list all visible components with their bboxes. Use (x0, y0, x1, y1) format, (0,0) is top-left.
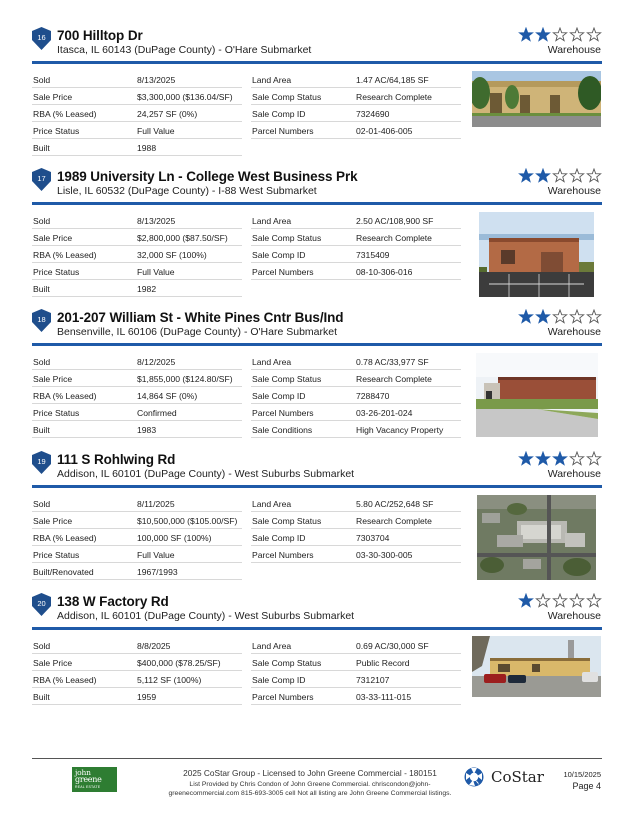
detail-label: Built (33, 284, 50, 294)
detail-value: 1982 (137, 284, 157, 294)
detail-row (32, 529, 242, 546)
detail-label: Parcel Numbers (252, 126, 314, 136)
detail-value: 7312107 (356, 675, 390, 685)
star-filled-icon (536, 452, 549, 465)
detail-label: Sold (33, 641, 51, 651)
detail-label: Sale Price (33, 92, 73, 102)
listing-17 (0, 168, 634, 303)
detail-value: 0.69 AC/30,000 SF (356, 641, 429, 651)
detail-value: 8/11/2025 (137, 499, 175, 509)
star-filled-icon (519, 28, 532, 41)
detail-label: Sale Comp Status (252, 516, 322, 526)
detail-label: Sale Comp Status (252, 658, 322, 668)
detail-row (251, 512, 461, 529)
star-filled-icon (553, 452, 566, 465)
property-location: Bensenville, IL 60106 (DuPage County) - O'Hare Submarket (57, 326, 338, 338)
detail-row (251, 654, 461, 671)
detail-row (251, 122, 461, 139)
detail-row (32, 370, 242, 387)
detail-row (251, 353, 461, 370)
listing-number: 20 (37, 599, 46, 608)
detail-value: Full Value (137, 550, 175, 560)
detail-row (32, 212, 242, 229)
star-empty-icon (587, 594, 600, 607)
detail-value: 03-26-201-024 (356, 408, 413, 418)
detail-value: Research Complete (356, 233, 432, 243)
detail-value: 02-01-406-005 (356, 126, 413, 136)
detail-value: 5.80 AC/252,648 SF (356, 499, 434, 509)
detail-label: Sale Comp ID (252, 675, 306, 685)
detail-row (32, 139, 242, 156)
detail-label: Sale Comp ID (252, 391, 306, 401)
detail-row (32, 688, 242, 705)
detail-row (251, 546, 461, 563)
detail-row (32, 71, 242, 88)
logo-line-john: john (75, 768, 91, 777)
detail-value: 7315409 (356, 250, 390, 260)
detail-row (251, 404, 461, 421)
detail-row (251, 229, 461, 246)
detail-label: Built (33, 692, 50, 702)
listing-number-badge (32, 593, 51, 616)
detail-label: Sale Comp Status (252, 374, 322, 384)
john-greene-logo (72, 767, 117, 792)
property-location: Itasca, IL 60143 (DuPage County) - O'Hare Submarket (57, 44, 312, 56)
star-filled-icon (519, 169, 532, 182)
logo-line-greene: greene (75, 775, 102, 784)
detail-row (251, 421, 461, 438)
section-divider (32, 485, 602, 488)
detail-value: 8/13/2025 (137, 216, 176, 226)
costar-wordmark: CoStar (491, 768, 544, 786)
detail-row (32, 654, 242, 671)
logo-line-real-estate: REAL ESTATE (75, 785, 101, 789)
detail-row (32, 105, 242, 122)
star-empty-icon (570, 169, 583, 182)
detail-row (32, 280, 242, 297)
detail-value: 32,000 SF (100%) (137, 250, 207, 260)
detail-label: Parcel Numbers (252, 408, 314, 418)
detail-row (32, 671, 242, 688)
star-filled-icon (519, 452, 532, 465)
property-location: Addison, IL 60101 (DuPage County) - West Suburbs Submarket (57, 468, 355, 480)
detail-label: Sale Price (33, 233, 73, 243)
footer-note: List Provided by Chris Condon of John Greene Commercial. chriscondon@john-greenecommercial.com 815-693-3005 cell Not all listing are John Greene Commercial listings. (168, 781, 452, 797)
star-filled-icon (536, 169, 549, 182)
page-footer (0, 758, 634, 820)
detail-label: RBA (% Leased) (33, 109, 97, 119)
listing-number-badge (32, 451, 51, 474)
property-photo (472, 636, 601, 697)
detail-label: Parcel Numbers (252, 550, 314, 560)
property-type: Warehouse (547, 468, 601, 480)
detail-value: 24,257 SF (0%) (137, 109, 198, 119)
property-location: Addison, IL 60101 (DuPage County) - West Suburbs Submarket (57, 610, 355, 622)
detail-value: 5,112 SF (100%) (137, 675, 202, 685)
detail-value: High Vacancy Property (356, 425, 444, 435)
detail-row (251, 387, 461, 404)
star-rating (518, 451, 602, 467)
star-rating (518, 309, 602, 325)
detail-value: $10,500,000 ($105.00/SF) (137, 516, 238, 526)
listing-20 (0, 593, 634, 728)
detail-value: 2.50 AC/108,900 SF (356, 216, 434, 226)
detail-label: Sale Price (33, 516, 73, 526)
detail-row (32, 122, 242, 139)
detail-label: Parcel Numbers (252, 267, 314, 277)
listing-number-badge (32, 168, 51, 191)
property-type: Warehouse (547, 610, 601, 622)
star-empty-icon (570, 594, 583, 607)
detail-label: Land Area (252, 641, 292, 651)
detail-row (251, 529, 461, 546)
detail-value: 1967/1993 (137, 567, 178, 577)
detail-label: Sold (33, 216, 51, 226)
star-filled-icon (536, 28, 549, 41)
listing-number: 18 (37, 315, 46, 324)
detail-value: Full Value (137, 267, 175, 277)
detail-row (251, 88, 461, 105)
page-number: Page 4 (572, 781, 601, 791)
property-type: Warehouse (547, 185, 601, 197)
detail-row (32, 637, 242, 654)
detail-value: Research Complete (356, 516, 432, 526)
property-title: 111 S Rohlwing Rd (57, 452, 176, 467)
section-divider (32, 343, 602, 346)
detail-value: Public Record (356, 658, 410, 668)
detail-label: RBA (% Leased) (33, 675, 97, 685)
detail-value: $2,800,000 ($87.50/SF) (137, 233, 228, 243)
listing-number: 19 (37, 457, 46, 466)
detail-row (251, 105, 461, 122)
listing-number: 17 (37, 174, 46, 183)
detail-row (32, 353, 242, 370)
detail-label: Sale Comp Status (252, 92, 322, 102)
listing-number-badge (32, 309, 51, 332)
detail-row (32, 495, 242, 512)
section-divider (32, 61, 602, 64)
detail-label: Sale Price (33, 374, 73, 384)
detail-label: Built/Renovated (33, 567, 94, 577)
property-title: 138 W Factory Rd (57, 594, 169, 609)
detail-label: Land Area (252, 216, 292, 226)
detail-value: 08-10-306-016 (356, 267, 413, 277)
star-filled-icon (519, 594, 532, 607)
footer-date: 10/15/2025 (563, 770, 601, 779)
property-photo (479, 212, 594, 297)
star-empty-icon (587, 452, 600, 465)
detail-row (251, 246, 461, 263)
listing-19 (0, 451, 634, 586)
star-empty-icon (570, 452, 583, 465)
detail-label: Sale Comp ID (252, 250, 306, 260)
detail-value: Research Complete (356, 374, 432, 384)
star-rating (518, 27, 602, 43)
property-title: 700 Hilltop Dr (57, 28, 143, 43)
detail-label: Land Area (252, 75, 292, 85)
detail-label: Sale Comp ID (252, 533, 306, 543)
detail-label: Sold (33, 75, 51, 85)
detail-value: 8/12/2025 (137, 357, 176, 367)
detail-value: $400,000 ($78.25/SF) (137, 658, 221, 668)
star-empty-icon (587, 28, 600, 41)
property-type: Warehouse (547, 326, 601, 338)
detail-row (251, 637, 461, 654)
footer-copyright: 2025 CoStar Group - Licensed to John Greene Commercial - 180151 (183, 768, 437, 778)
footer-divider (32, 758, 602, 759)
listing-18 (0, 309, 634, 444)
star-filled-icon (519, 310, 532, 323)
property-photo (476, 353, 598, 437)
section-divider (32, 627, 602, 630)
detail-row (32, 88, 242, 105)
detail-row (32, 512, 242, 529)
detail-label: Sale Price (33, 658, 73, 668)
listing-16 (0, 27, 634, 162)
detail-label: Price Status (33, 408, 80, 418)
detail-row (32, 421, 242, 438)
detail-value: 7288470 (356, 391, 390, 401)
detail-row (32, 263, 242, 280)
detail-label: Sale Comp Status (252, 233, 322, 243)
star-rating (518, 168, 602, 184)
star-empty-icon (553, 594, 566, 607)
detail-row (251, 671, 461, 688)
detail-value: Full Value (137, 126, 175, 136)
detail-value: $1,855,000 ($124.80/SF) (137, 374, 233, 384)
section-divider (32, 202, 602, 205)
star-filled-icon (536, 310, 549, 323)
detail-row (32, 546, 242, 563)
detail-row (32, 387, 242, 404)
detail-row (32, 229, 242, 246)
detail-label: Land Area (252, 357, 292, 367)
star-empty-icon (536, 594, 549, 607)
detail-label: Built (33, 143, 50, 153)
detail-value: 03-30-300-005 (356, 550, 413, 560)
detail-label: Price Status (33, 550, 80, 560)
listing-number-badge (32, 27, 51, 50)
detail-label: Parcel Numbers (252, 692, 314, 702)
detail-label: Built (33, 425, 50, 435)
detail-value: 8/8/2025 (137, 641, 171, 651)
star-empty-icon (570, 310, 583, 323)
detail-row (251, 495, 461, 512)
detail-value: 100,000 SF (100%) (137, 533, 212, 543)
star-empty-icon (553, 28, 566, 41)
property-location: Lisle, IL 60532 (DuPage County) - I-88 West Submarket (57, 185, 317, 197)
star-empty-icon (587, 310, 600, 323)
detail-label: Price Status (33, 126, 80, 136)
detail-value: 7303704 (356, 533, 390, 543)
detail-label: Sold (33, 499, 51, 509)
detail-value: 1959 (137, 692, 157, 702)
detail-value: Confirmed (137, 408, 177, 418)
property-photo (477, 495, 596, 580)
detail-value: 14,864 SF (0%) (137, 391, 198, 401)
detail-value: Research Complete (356, 92, 432, 102)
detail-row (251, 688, 461, 705)
property-title: 201-207 William St - White Pines Cntr Bus/Ind (57, 310, 344, 325)
detail-value: 7324690 (356, 109, 390, 119)
detail-row (251, 370, 461, 387)
star-empty-icon (570, 28, 583, 41)
star-empty-icon (553, 310, 566, 323)
detail-label: RBA (% Leased) (33, 391, 97, 401)
detail-value: 0.78 AC/33,977 SF (356, 357, 429, 367)
detail-value: 8/13/2025 (137, 75, 176, 85)
property-title: 1989 University Ln - College West Business Prk (57, 169, 358, 184)
detail-label: Sale Conditions (252, 425, 313, 435)
detail-row (32, 246, 242, 263)
listing-number: 16 (37, 33, 46, 42)
detail-label: RBA (% Leased) (33, 250, 97, 260)
property-photo (472, 71, 601, 127)
detail-row (251, 212, 461, 229)
detail-label: Land Area (252, 499, 292, 509)
detail-value: 1988 (137, 143, 157, 153)
star-empty-icon (587, 169, 600, 182)
detail-label: RBA (% Leased) (33, 533, 97, 543)
star-empty-icon (553, 169, 566, 182)
star-rating (518, 593, 602, 609)
detail-value: 03-33-111-015 (356, 692, 412, 702)
detail-label: Price Status (33, 267, 80, 277)
detail-label: Sold (33, 357, 51, 367)
detail-row (251, 71, 461, 88)
detail-label: Sale Comp ID (252, 109, 306, 119)
detail-value: 1983 (137, 425, 157, 435)
detail-value: $3,300,000 ($136.04/SF) (137, 92, 233, 102)
detail-row (32, 404, 242, 421)
property-type: Warehouse (547, 44, 601, 56)
detail-row (32, 563, 242, 580)
detail-value: 1.47 AC/64,185 SF (356, 75, 429, 85)
detail-row (251, 263, 461, 280)
